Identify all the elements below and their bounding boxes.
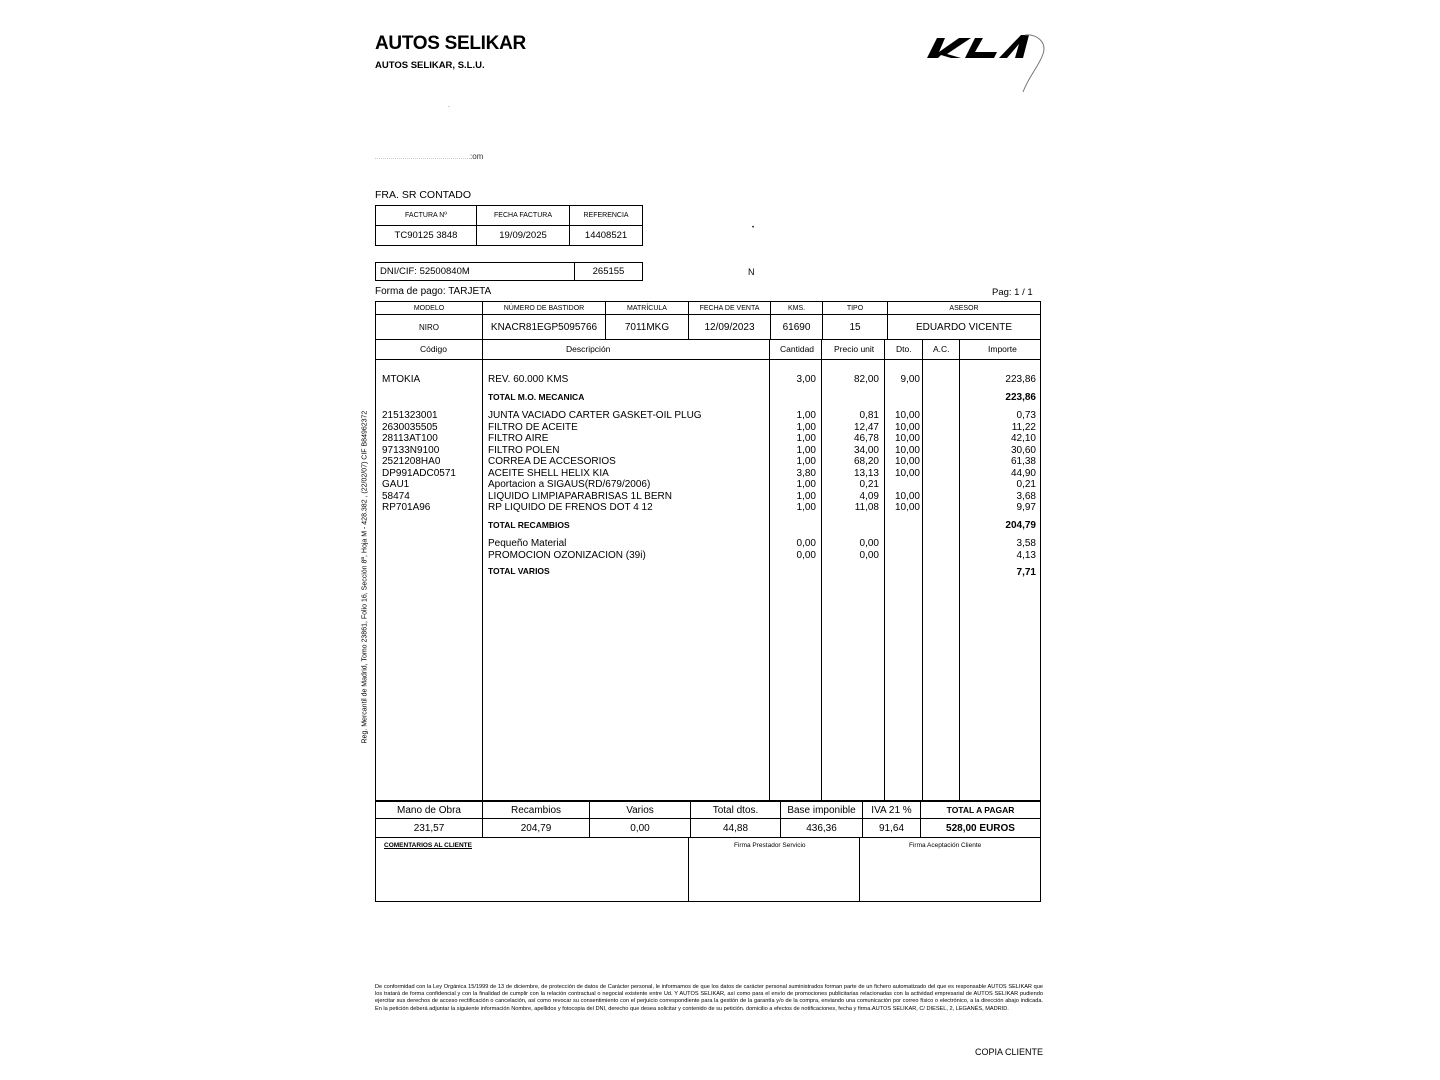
- vehicle-kms: 61690: [771, 315, 823, 340]
- line-cant: 1,00: [796, 410, 816, 421]
- dni-label: DNI/CIF: 52500840M: [376, 263, 575, 281]
- comments-label: COMENTARIOS AL CLIENTE: [384, 842, 472, 849]
- column-divider: [884, 340, 885, 800]
- payment-method: Forma de pago: TARJETA: [375, 286, 492, 297]
- col-cantidad: Cantidad: [780, 344, 815, 354]
- fecha-label: FECHA FACTURA: [476, 206, 569, 226]
- dot-mark: •: [752, 225, 755, 231]
- n-mark: N: [748, 267, 755, 277]
- invoice-id-table: [375, 205, 643, 246]
- total-header: Mano de Obra: [376, 802, 483, 819]
- line-importe: 44,90: [1010, 468, 1036, 479]
- line-precio: 0,00: [859, 550, 879, 561]
- col-dto: Dto.: [896, 344, 912, 354]
- line-importe: 11,22: [1011, 422, 1036, 433]
- line-codigo: 28113AT100: [382, 433, 438, 444]
- line-importe: 223,86: [1005, 374, 1036, 385]
- vehicle-header: FECHA DE VENTA: [689, 302, 771, 315]
- line-cant: 0,00: [796, 550, 816, 561]
- total-header: Total dtos.: [691, 802, 781, 819]
- col-descripcion: Descripción: [566, 344, 611, 354]
- line-importe: 4,13: [1016, 550, 1036, 561]
- column-divider: [959, 340, 960, 800]
- subtotal-varios-label: TOTAL VARIOS: [488, 566, 550, 576]
- line-dto: 10,00: [894, 456, 920, 467]
- vehicle-header: MATRÍCULA: [606, 302, 689, 315]
- line-dto: 10,00: [894, 468, 920, 479]
- subtotal-recambios-label: TOTAL RECAMBIOS: [488, 520, 570, 530]
- client-signature-label: Firma Aceptación Cliente: [909, 842, 982, 849]
- col-ac: A.C.: [933, 344, 950, 354]
- vehicle-header: ASESOR: [888, 302, 1041, 315]
- customer-id-table: [375, 262, 643, 281]
- line-precio: 82,00: [853, 374, 879, 385]
- line-importe: 9,97: [1016, 502, 1036, 513]
- subtotal-varios-value: 7,71: [1016, 567, 1036, 578]
- line-dto: 10,00: [894, 491, 920, 502]
- line-dto: 10,00: [894, 433, 920, 444]
- dni-code: 265155: [575, 263, 643, 281]
- total-header: Base imponible: [781, 802, 863, 819]
- copy-label: COPIA CLIENTE: [975, 1047, 1044, 1057]
- vehicle-header: NÚMERO DE BASTIDOR: [483, 302, 606, 315]
- line-codigo: 2521208HA0: [382, 456, 441, 467]
- referencia-value: 14408521: [570, 226, 643, 246]
- signature-section: [375, 837, 1041, 902]
- line-desc: LIQUIDO LIMPIAPARABRISAS 1L BERN: [488, 491, 672, 502]
- line-dto: 10,00: [894, 422, 920, 433]
- line-cant: 1,00: [796, 456, 816, 467]
- redacted-address-fragment: -: [448, 104, 450, 110]
- total-a-pagar: 528,00 EUROS: [921, 819, 1041, 838]
- line-cant: 1,00: [796, 445, 816, 456]
- line-precio: 46,78: [853, 433, 879, 444]
- total-mano-obra: 231,57: [376, 819, 483, 838]
- vehicle-header: KMS.: [771, 302, 823, 315]
- line-items-table: [375, 339, 1041, 801]
- line-importe: 3,58: [1016, 538, 1036, 549]
- total-header: IVA 21 %: [863, 802, 921, 819]
- line-importe: 61,38: [1010, 456, 1036, 467]
- line-precio: 12,47: [853, 422, 879, 433]
- line-desc: FILTRO POLEN: [488, 445, 560, 456]
- invoice-type: FRA. SR CONTADO: [375, 189, 472, 201]
- iva-amount: 91,64: [863, 819, 921, 838]
- factura-value: TC90125 3848: [376, 226, 477, 246]
- line-desc: FILTRO AIRE: [488, 433, 549, 444]
- line-cant: 1,00: [796, 422, 816, 433]
- line-codigo: 2630035505: [382, 422, 438, 433]
- line-importe: 0,73: [1016, 410, 1036, 421]
- column-divider: [821, 340, 822, 800]
- subtotal-mo-value: 223,86: [1005, 392, 1036, 403]
- line-precio: 0,81: [859, 410, 879, 421]
- line-desc: REV. 60.000 KMS: [488, 374, 569, 385]
- line-desc: PROMOCION OZONIZACION (39i): [488, 550, 646, 561]
- line-precio: 4,09: [859, 491, 879, 502]
- registry-info: Reg. Mercantil de Madrid, Tomo 23861, Folio 16, Sección 8ª, Hoja M - 428.382 , (22/02/07) CIF B84962372: [361, 410, 369, 744]
- factura-label: FACTURA Nº: [376, 206, 477, 226]
- vehicle-header: MODELO: [376, 302, 483, 315]
- vehicle-header: TIPO: [823, 302, 888, 315]
- base-imponible: 436,36: [781, 819, 863, 838]
- line-precio: 11,08: [854, 502, 879, 513]
- line-codigo: 58474: [382, 491, 410, 502]
- column-divider: [859, 838, 860, 901]
- line-importe: 42,10: [1010, 433, 1036, 444]
- line-cant: 3,00: [796, 374, 816, 385]
- line-cant: 1,00: [796, 502, 816, 513]
- line-cant: 1,00: [796, 433, 816, 444]
- total-dtos: 44,88: [691, 819, 781, 838]
- vehicle-sale-date: 12/09/2023: [689, 315, 771, 340]
- line-precio: 34,00: [853, 445, 879, 456]
- totals-table: [375, 801, 1041, 838]
- line-dto: 10,00: [894, 502, 920, 513]
- line-codigo: 97133N9100: [382, 445, 440, 456]
- provider-signature-label: Firma Prestador Servicio: [734, 842, 806, 849]
- vehicle-model: NIRO: [376, 315, 483, 340]
- vehicle-table: [375, 301, 1041, 340]
- line-cant: 1,00: [796, 479, 816, 490]
- line-items-header: [376, 340, 1040, 360]
- line-codigo: RP701A96: [382, 502, 431, 513]
- line-desc: RP LIQUIDO DE FRENOS DOT 4 12: [488, 502, 653, 513]
- vehicle-type: 15: [823, 315, 888, 340]
- line-codigo: MTOKIA: [382, 374, 421, 385]
- line-dto: 10,00: [894, 445, 920, 456]
- line-codigo: 2151323001: [382, 410, 438, 421]
- line-precio: 0,00: [859, 538, 879, 549]
- subtotal-mo-label: TOTAL M.O. MECANICA: [488, 392, 585, 402]
- line-desc: Aportacion a SIGAUS(RD/679/2006): [488, 479, 651, 490]
- line-desc: ACEITE SHELL HELIX KIA: [488, 468, 609, 479]
- line-cant: 1,00: [796, 491, 816, 502]
- vehicle-vin: KNACR81EGP5095766: [483, 315, 606, 340]
- redacted-email-fragment: :om: [470, 152, 484, 161]
- line-importe: 3,68: [1016, 491, 1036, 502]
- subtotal-recambios-value: 204,79: [1005, 520, 1036, 531]
- vehicle-advisor: EDUARDO VICENTE: [888, 315, 1041, 340]
- line-desc: FILTRO DE ACEITE: [488, 422, 578, 433]
- vehicle-plate: 7011MKG: [606, 315, 689, 340]
- line-dto: 9,00: [900, 374, 920, 385]
- line-dto: 10,00: [894, 410, 920, 421]
- legal-notice: De conformidad con la Ley Orgánica 15/1999 de 13 de diciembre, de protección de datos de Carácter personal, le informamos de que los datos de carácter personal suministrados forman parte de un fichero automatizado del que es responsable AUTOS SELIKAR que los tratará de forma confidencial y con la finalidad de cumplir con la relación contractual o negocial existente entre Ud. Y AUTOS SELIKAR, así como para el envío de promociones publicitarias relacionadas con la actividad empresarial de AUTOS SELIKAR pudiendo ejercitar sus derechos de acceso rectificación o cancelación, así como revocar su consentimiento con el perjuicio correspondiente para la gestión de la garantía y/o de la compra, enviando una comunicación por correo físico o electrónico, a la dirección abajo indicada. En la petición deberá adjuntar la siguiente información Nombre, apellidos y fotocopia del DNI, derecho que desea solicitar y contenido de su petición. domicilio a efectos de notificaciones, fecha y firma.AUTOS SELIKAR, C/ DIESEL, 2, LEGANÉS, MADRID.: [375, 984, 1043, 1012]
- line-codigo: GAU1: [382, 479, 410, 490]
- col-precio: Precio unit: [834, 344, 875, 354]
- total-varios: 0,00: [590, 819, 691, 838]
- column-divider: [769, 340, 770, 800]
- total-header: Varios: [590, 802, 691, 819]
- company-legal-name: AUTOS SELIKAR, S.L.U.: [375, 60, 485, 71]
- line-codigo: DP991ADC0571: [382, 468, 456, 479]
- line-desc: Pequeño Material: [488, 538, 567, 549]
- col-importe: Importe: [988, 344, 1017, 354]
- column-divider: [688, 838, 689, 901]
- col-codigo: Código: [420, 344, 447, 354]
- total-header: TOTAL A PAGAR: [921, 802, 1041, 819]
- line-cant: 3,80: [796, 468, 816, 479]
- line-cant: 0,00: [796, 538, 816, 549]
- line-precio: 13,13: [853, 468, 879, 479]
- column-divider: [922, 340, 923, 800]
- total-recambios: 204,79: [483, 819, 590, 838]
- line-desc: JUNTA VACIADO CARTER GASKET-OIL PLUG: [488, 410, 702, 421]
- fecha-value: 19/09/2025: [476, 226, 569, 246]
- line-importe: 0,21: [1016, 479, 1036, 490]
- kia-logo: [925, 30, 1050, 100]
- column-divider: [482, 340, 483, 800]
- redacted-line: [375, 158, 470, 159]
- line-importe: 30,60: [1010, 445, 1036, 456]
- line-precio: 0,21: [859, 479, 879, 490]
- company-name: AUTOS SELIKAR: [375, 33, 526, 54]
- line-precio: 68,20: [853, 456, 879, 467]
- referencia-label: REFERENCIA: [570, 206, 643, 226]
- page-indicator: Pag: 1 / 1: [992, 287, 1033, 298]
- total-header: Recambios: [483, 802, 590, 819]
- line-desc: CORREA DE ACCESORIOS: [488, 456, 616, 467]
